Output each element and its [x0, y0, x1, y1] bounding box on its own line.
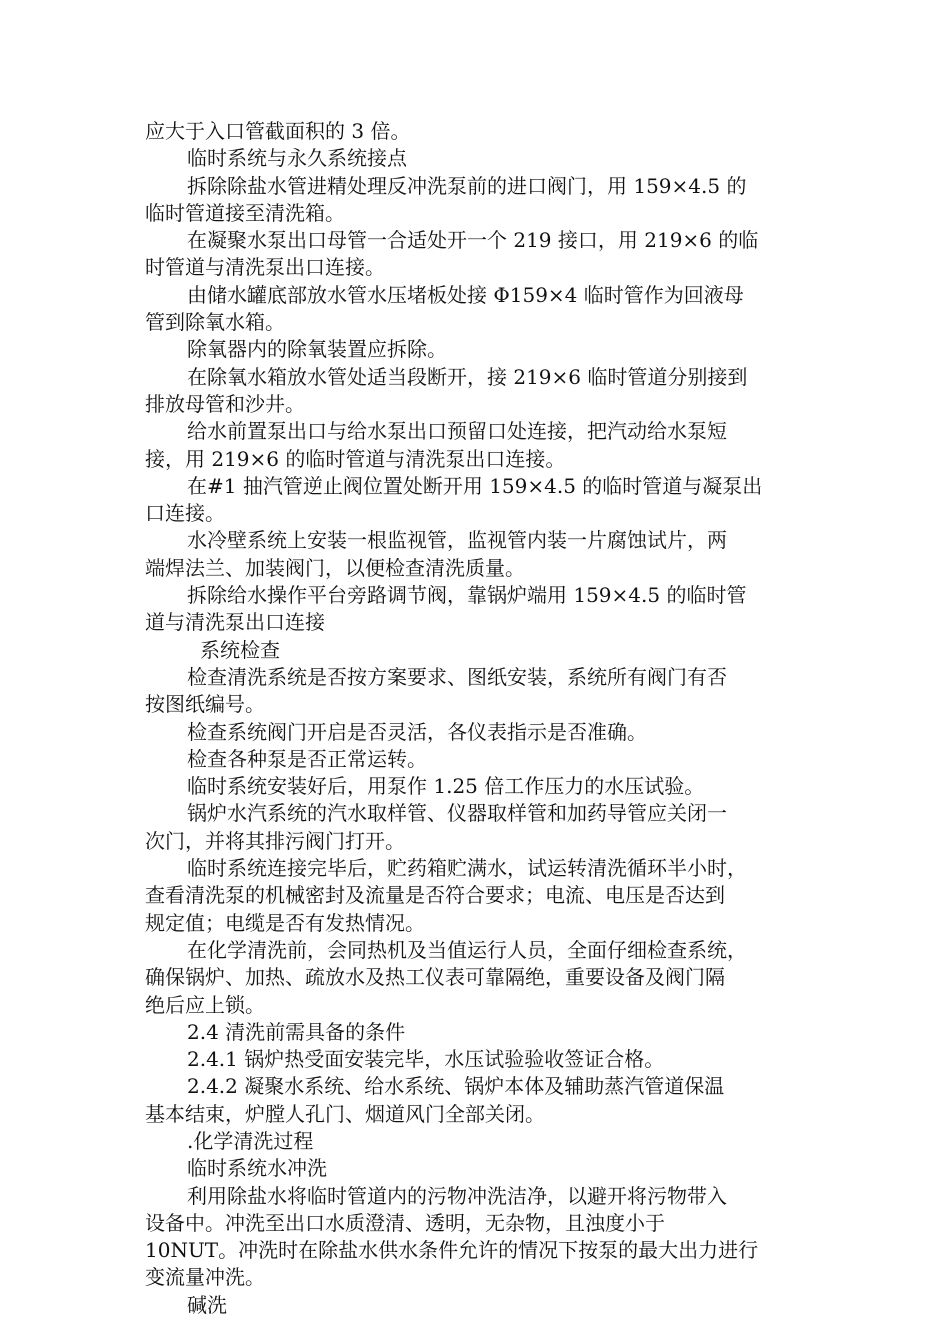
text-line: 除氧器内的除氧装置应拆除。: [187, 337, 447, 362]
text-line: .化学清洗过程: [187, 1128, 314, 1153]
text-line: 基本结束，炉膛人孔门、烟道风门全部关闭。: [145, 1101, 545, 1126]
text-line: 在除氧水箱放水管处适当段断开，接 219×6 临时管道分别接到: [187, 364, 748, 389]
text-line: 水冷壁系统上安装一根监视管，监视管内装一片腐蚀试片，两: [187, 528, 727, 553]
text-line: 2.4.2 凝聚水系统、给水系统、锅炉本体及辅助蒸汽管道保温: [187, 1074, 725, 1099]
text-line: 临时系统与永久系统接点: [187, 146, 407, 171]
text-line: 查看清洗泵的机械密封及流量是否符合要求；电流、电压是否达到: [145, 883, 725, 908]
text-line: 临时系统水冲洗: [187, 1156, 327, 1181]
text-line: 应大于入口管截面积的 3 倍。: [145, 119, 411, 143]
text-line: 接，用 219×6 的临时管道与清洗泵出口连接。: [145, 446, 566, 471]
text-line: 拆除除盐水管进精处理反冲洗泵前的进口阀门，用 159×4.5 的: [187, 173, 747, 198]
text-line: 在凝聚水泵出口母管一合适处开一个 219 接口，用 219×6 的临: [187, 228, 759, 253]
text-line: 端焊法兰、加装阀门，以便检查清洗质量。: [145, 555, 525, 580]
text-line: 设备中。冲洗至出口水质澄清、透明，无杂物，且浊度小于: [145, 1210, 665, 1235]
text-line: 规定值；电缆是否有发热情况。: [145, 910, 425, 935]
document-body: [145, 118, 815, 1319]
text-line: 临时系统安装好后，用泵作 1.25 倍工作压力的水压试验。: [187, 774, 705, 799]
text-line: 变流量冲洗。: [145, 1265, 265, 1290]
text-line: 次门，并将其排污阀门打开。: [145, 828, 405, 853]
text-line: 拆除给水操作平台旁路调节阀，靠锅炉端用 159×4.5 的临时管: [187, 583, 747, 608]
text-line: 检查各种泵是否正常运转。: [187, 746, 427, 771]
text-line: 管到除氧水箱。: [145, 310, 285, 335]
text-line: 临时系统连接完毕后，贮药箱贮满水，试运转清洗循环半小时，: [187, 856, 747, 881]
text-line: 确保锅炉、加热、疏放水及热工仪表可靠隔绝，重要设备及阀门隔: [145, 965, 725, 990]
text-line: 锅炉水汽系统的汽水取样管、仪器取样管和加药导管应关闭一: [187, 801, 727, 826]
text-line: 绝后应上锁。: [145, 992, 265, 1017]
text-line: 临时管道接至清洗箱。: [145, 200, 345, 225]
text-line: 10NUT。冲洗时在除盐水供水条件允许的情况下按泵的最大出力进行: [145, 1238, 759, 1263]
text-line: 利用除盐水将临时管道内的污物冲洗洁净，以避开将污物带入: [187, 1183, 727, 1208]
text-line: 时管道与清洗泵出口连接。: [145, 255, 385, 280]
text-line: 口连接。: [145, 501, 225, 526]
text-line: 给水前置泵出口与给水泵出口预留口处连接，把汽动给水泵短: [187, 419, 727, 444]
text-line: 2.4.1 锅炉热受面安装完毕，水压试验验收签证合格。: [187, 1047, 665, 1072]
text-line: 检查清洗系统是否按方案要求、图纸安装，系统所有阀门有否: [187, 664, 727, 689]
text-line: 排放母管和沙井。: [145, 391, 305, 416]
text-line: 道与清洗泵出口连接: [145, 610, 325, 635]
text-line: 碱洗: [187, 1292, 227, 1317]
text-line: 在化学清洗前，会同热机及当值运行人员，全面仔细检查系统，: [187, 937, 747, 962]
text-line: 系统检查: [200, 637, 280, 662]
text-line: 按图纸编号。: [145, 692, 265, 717]
text-line: 在#1 抽汽管逆止阀位置处断开用 159×4.5 的临时管道与凝泵出: [187, 473, 763, 498]
text-line: 2.4 清洗前需具备的条件: [187, 1019, 406, 1044]
text-line: 检查系统阀门开启是否灵活，各仪表指示是否准确。: [187, 719, 647, 744]
text-line: 由储水罐底部放水管水压堵板处接 Φ159×4 临时管作为回液母: [187, 282, 744, 307]
